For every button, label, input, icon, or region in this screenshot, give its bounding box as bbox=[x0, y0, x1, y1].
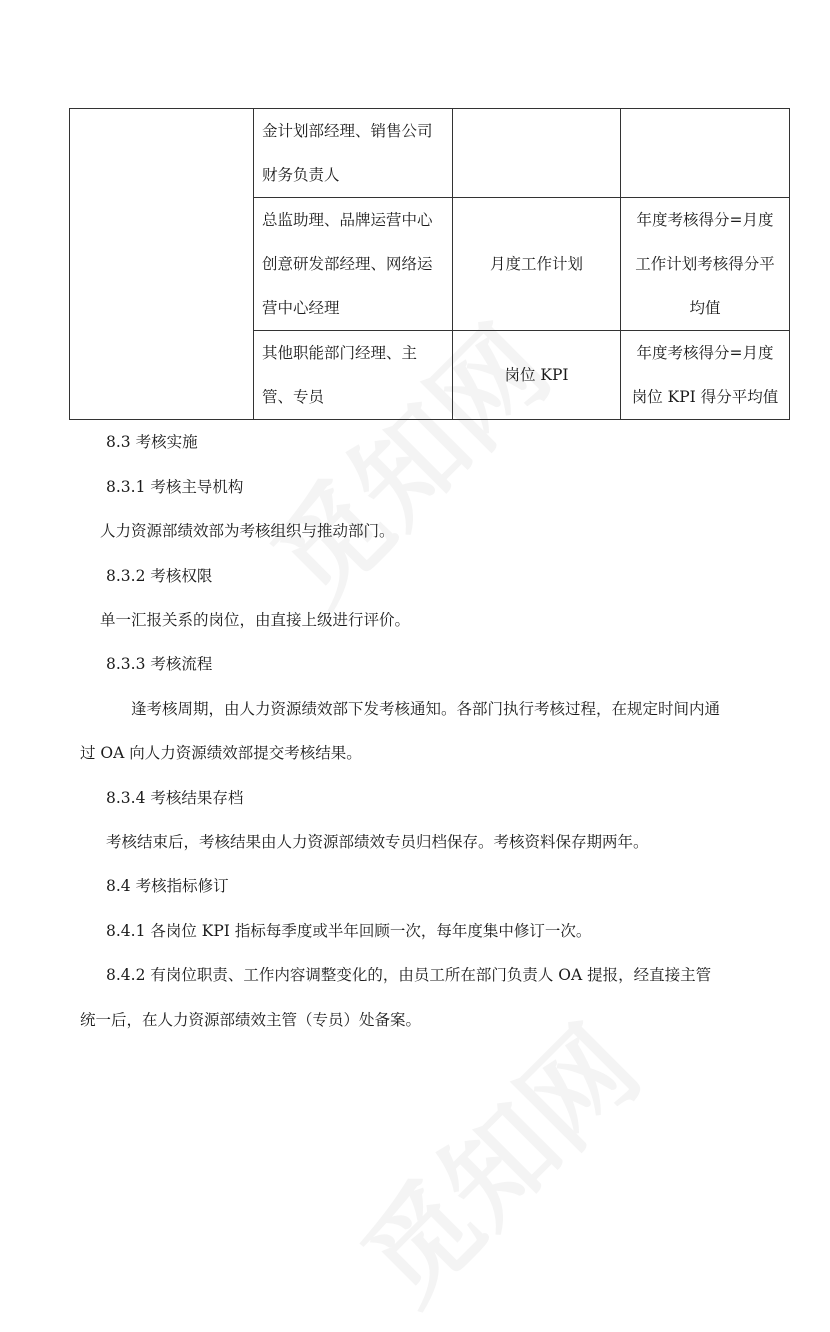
table-cell-method: 月度工作计划 bbox=[453, 198, 621, 331]
section-heading-8-4: 8.4 考核指标修订 bbox=[106, 877, 229, 895]
table-cell-position: 总监助理、品牌运营中心 创意研发部经理、网络运 营中心经理 bbox=[254, 198, 453, 331]
table-cell-position: 其他职能部门经理、主 管、专员 bbox=[254, 331, 453, 420]
section-heading-8-3-3: 8.3.3 考核流程 bbox=[106, 655, 213, 673]
paragraph-8-3-1: 人力资源部绩效部为考核组织与推动部门。 bbox=[100, 522, 395, 540]
table-cell-result: 年度考核得分=月度 工作计划考核得分平 均值 bbox=[621, 198, 790, 331]
paragraph-8-4-1: 8.4.1 各岗位 KPI 指标每季度或半年回顾一次，每年度集中修订一次。 bbox=[106, 922, 592, 940]
table-cell-result bbox=[621, 109, 790, 198]
paragraph-8-3-4: 考核结束后，考核结果由人力资源部绩效专员归档保存。考核资料保存期两年。 bbox=[106, 833, 649, 851]
paragraph-8-3-3-line2: 过 OA 向人力资源绩效部提交考核结果。 bbox=[80, 744, 362, 762]
paragraph-8-3-2: 单一汇报关系的岗位，由直接上级进行评价。 bbox=[100, 611, 411, 629]
paragraph-8-3-3-line1: 逢考核周期，由人力资源绩效部下发考核通知。各部门执行考核过程，在规定时间内通 bbox=[131, 700, 721, 718]
table-cell-empty bbox=[70, 109, 254, 420]
section-heading-8-3: 8.3 考核实施 bbox=[106, 433, 198, 451]
table-cell-method: 岗位 KPI bbox=[453, 331, 621, 420]
section-heading-8-3-1: 8.3.1 考核主导机构 bbox=[106, 478, 244, 496]
kpi-table bbox=[69, 108, 790, 420]
table-cell-method bbox=[453, 109, 621, 198]
table-cell-position: 金计划部经理、销售公司 财务负责人 bbox=[254, 109, 453, 198]
section-heading-8-3-4: 8.3.4 考核结果存档 bbox=[106, 789, 244, 807]
table-row bbox=[70, 109, 790, 198]
section-heading-8-3-2: 8.3.2 考核权限 bbox=[106, 567, 213, 585]
paragraph-8-4-2-line2: 统一后，在人力资源部绩效主管（专员）处备案。 bbox=[80, 1011, 422, 1029]
paragraph-8-4-2-line1: 8.4.2 有岗位职责、工作内容调整变化的，由员工所在部门负责人 OA 提报，经直接主管 bbox=[106, 966, 712, 984]
table-cell-result: 年度考核得分=月度 岗位 KPI 得分平均值 bbox=[621, 331, 790, 420]
